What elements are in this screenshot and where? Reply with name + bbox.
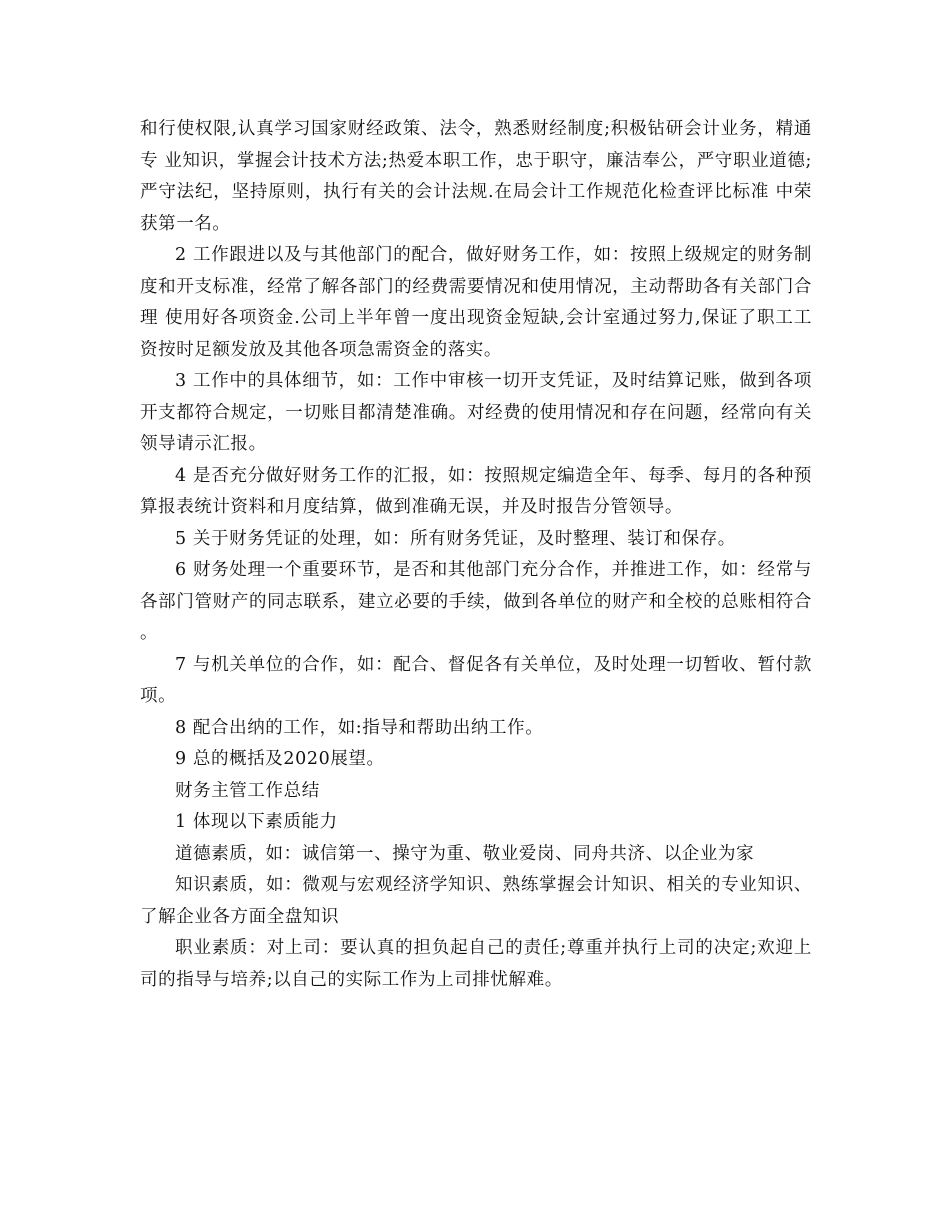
paragraph-item-5: 5 关于财务凭证的处理，如：所有财务凭证，及时整理、装订和保存。 (175, 528, 736, 549)
paragraph-moral-quality: 道德素质，如：诚信第一、操守为重、敬业爱岗、同舟共济、以企业为家 (175, 843, 755, 864)
paragraph-knowledge-quality: 知识素质，如：微观与宏观经济学知识、熟练掌握会计知识、相关的专业知识、了解企业各方面全盘知识 (140, 875, 812, 927)
paragraph-item-4: 4 是否充分做好财务工作的汇报，如：按照规定编造全年、每季、每月的各种预算报表统计资料和月度结算，做到准确无误，并及时报告分管领导。 (140, 465, 812, 517)
section-heading: 财务主管工作总结 (175, 780, 320, 801)
paragraph-item-8: 8 配合出纳的工作，如:指导和帮助出纳工作。 (175, 717, 544, 738)
paragraph-item-3: 3 工作中的具体细节，如：工作中审核一切开支凭证，及时结算记账，做到各项开支都符合规定，一切账目都清楚准确。对经费的使用情况和存在问题，经常向有关领导请示汇报。 (140, 371, 812, 454)
paragraph-item-2: 2 工作跟进以及与其他部门的配合，做好财务工作，如：按照上级规定的财务制度和开支标准，经常了解各部门的经费需要情况和使用情况，主动帮助各有关部门合理 使用好各项资金.公司上半年曾一度出现资金短缺,会计室通过努力,保证了职工工资按时足额发放及其他各项急需资金的落实。 (140, 245, 812, 360)
paragraph-intro: 和行使权限,认真学习国家财经政策、法令，熟悉财经制度;积极钻研会计业务，精通专 业知识，掌握会计技术方法;热爱本职工作，忠于职守，廉洁奉公，严守职业道德;严守法纪，坚持原则，执行有关的会计法规.在局会计工作规范化检查评比标准 中荣获第一名。 (140, 119, 812, 234)
document-body (140, 114, 812, 996)
paragraph-item-9: 9 总的概括及2020展望。 (175, 749, 385, 769)
paragraph-professional-quality: 职业素质：对上司：要认真的担负起自己的责任;尊重并执行上司的决定;欢迎上司的指导与培养;以自己的实际工作为上司排忧解难。 (140, 938, 812, 990)
paragraph-ability-1: 1 体现以下素质能力 (175, 812, 338, 832)
paragraph-item-6: 6 财务处理一个重要环节，是否和其他部门充分合作，并推进工作，如：经常与各部门管财产的同志联系，建立必要的手续，做到各单位的财产和全校的总账相符合。 (140, 560, 812, 643)
paragraph-item-7: 7 与机关单位的合作，如：配合、督促各有关单位，及时处理一切暂收、暂付款项。 (140, 654, 812, 706)
